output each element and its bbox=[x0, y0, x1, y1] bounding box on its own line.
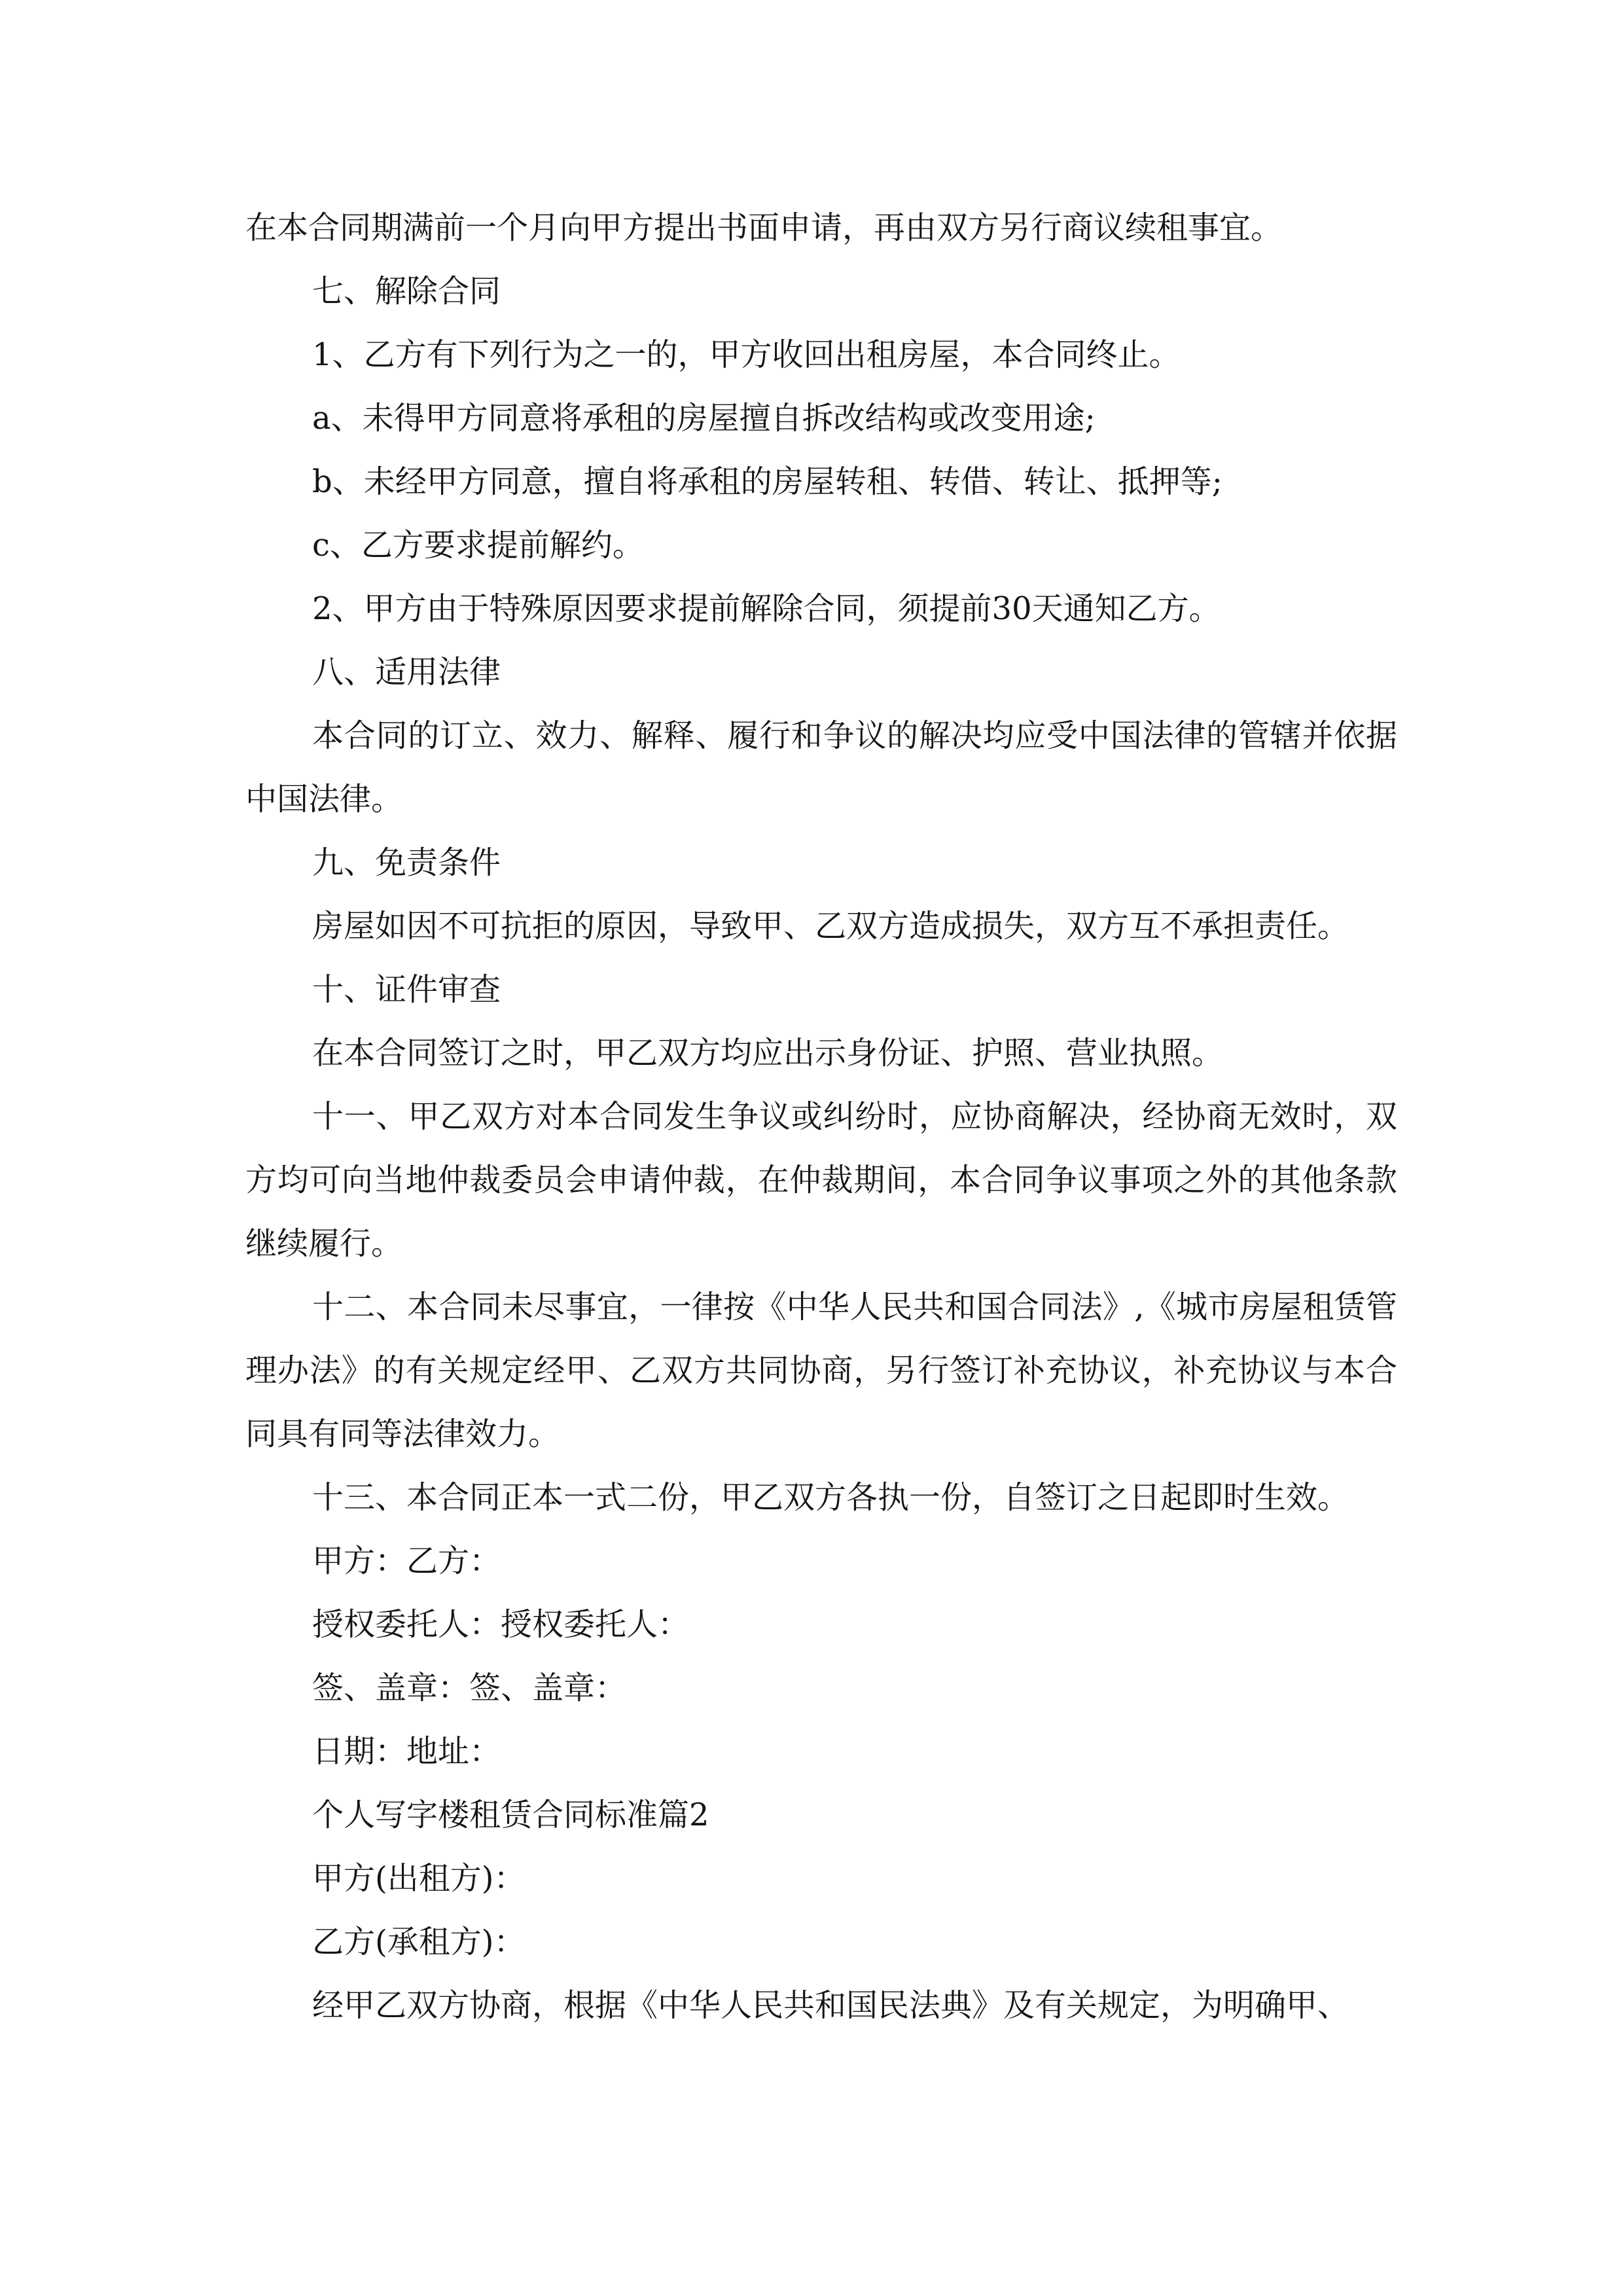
paragraph: 十二、本合同未尽事宜，一律按《中华人民共和国合同法》,《城市房屋租赁管理办法》的有关规定经甲、乙双方共同协商，另行签订补充协议，补充协议与本合同具有同等法律效力。 bbox=[245, 1289, 1397, 1452]
list-item: c、乙方要求提前解约。 bbox=[312, 527, 644, 564]
signature-line: 授权委托人：授权委托人： bbox=[312, 1606, 690, 1643]
section-heading: 九、免责条件 bbox=[312, 844, 501, 881]
signature-line: 签、盖章：签、盖章： bbox=[312, 1670, 627, 1706]
party-line: 甲方(出租方)： bbox=[312, 1860, 526, 1897]
paragraph: 本合同的订立、效力、解释、履行和争议的解决均应受中国法律的管辖并依据中国法律。 bbox=[245, 717, 1397, 817]
signature-line: 甲方：乙方： bbox=[312, 1543, 501, 1579]
document-body bbox=[245, 196, 1397, 2037]
paragraph: 房屋如因不可抗拒的原因，导致甲、乙双方造成损失，双方互不承担责任。 bbox=[312, 908, 1349, 944]
paragraph: 1、乙方有下列行为之一的，甲方收回出租房屋，本合同终止。 bbox=[312, 336, 1181, 373]
paragraph: 在本合同期满前一个月向甲方提出书面申请，再由双方另行商议续租事宜。 bbox=[245, 209, 1283, 246]
list-item: a、未得甲方同意将承租的房屋擅自拆改结构或改变用途; bbox=[312, 400, 1096, 437]
paragraph: 在本合同签订之时，甲乙双方均应出示身份证、护照、营业执照。 bbox=[312, 1035, 1224, 1071]
party-line: 乙方(承租方)： bbox=[312, 1924, 526, 1960]
list-item: b、未经甲方同意，擅自将承租的房屋转租、转借、转让、抵押等; bbox=[312, 463, 1222, 500]
paragraph: 2、甲方由于特殊原因要求提前解除合同，须提前30天通知乙方。 bbox=[312, 590, 1221, 627]
section-heading: 十、证件审查 bbox=[312, 971, 501, 1008]
signature-line: 日期：地址： bbox=[312, 1733, 501, 1770]
section-heading: 八、适用法律 bbox=[312, 654, 501, 691]
paragraph: 十三、本合同正本一式二份，甲乙双方各执一份，自签订之日起即时生效。 bbox=[312, 1479, 1349, 1516]
paragraph: 经甲乙双方协商，根据《中华人民共和国民法典》及有关规定，为明确甲、 bbox=[312, 1987, 1349, 2024]
document-title: 个人写字楼租赁合同标准篇2 bbox=[312, 1797, 709, 1833]
section-heading: 七、解除合同 bbox=[312, 273, 501, 310]
paragraph: 十一、甲乙双方对本合同发生争议或纠纷时，应协商解决，经协商无效时，双方均可向当地仲裁委员会申请仲裁，在仲裁期间，本合同争议事项之外的其他条款继续履行。 bbox=[245, 1098, 1397, 1262]
